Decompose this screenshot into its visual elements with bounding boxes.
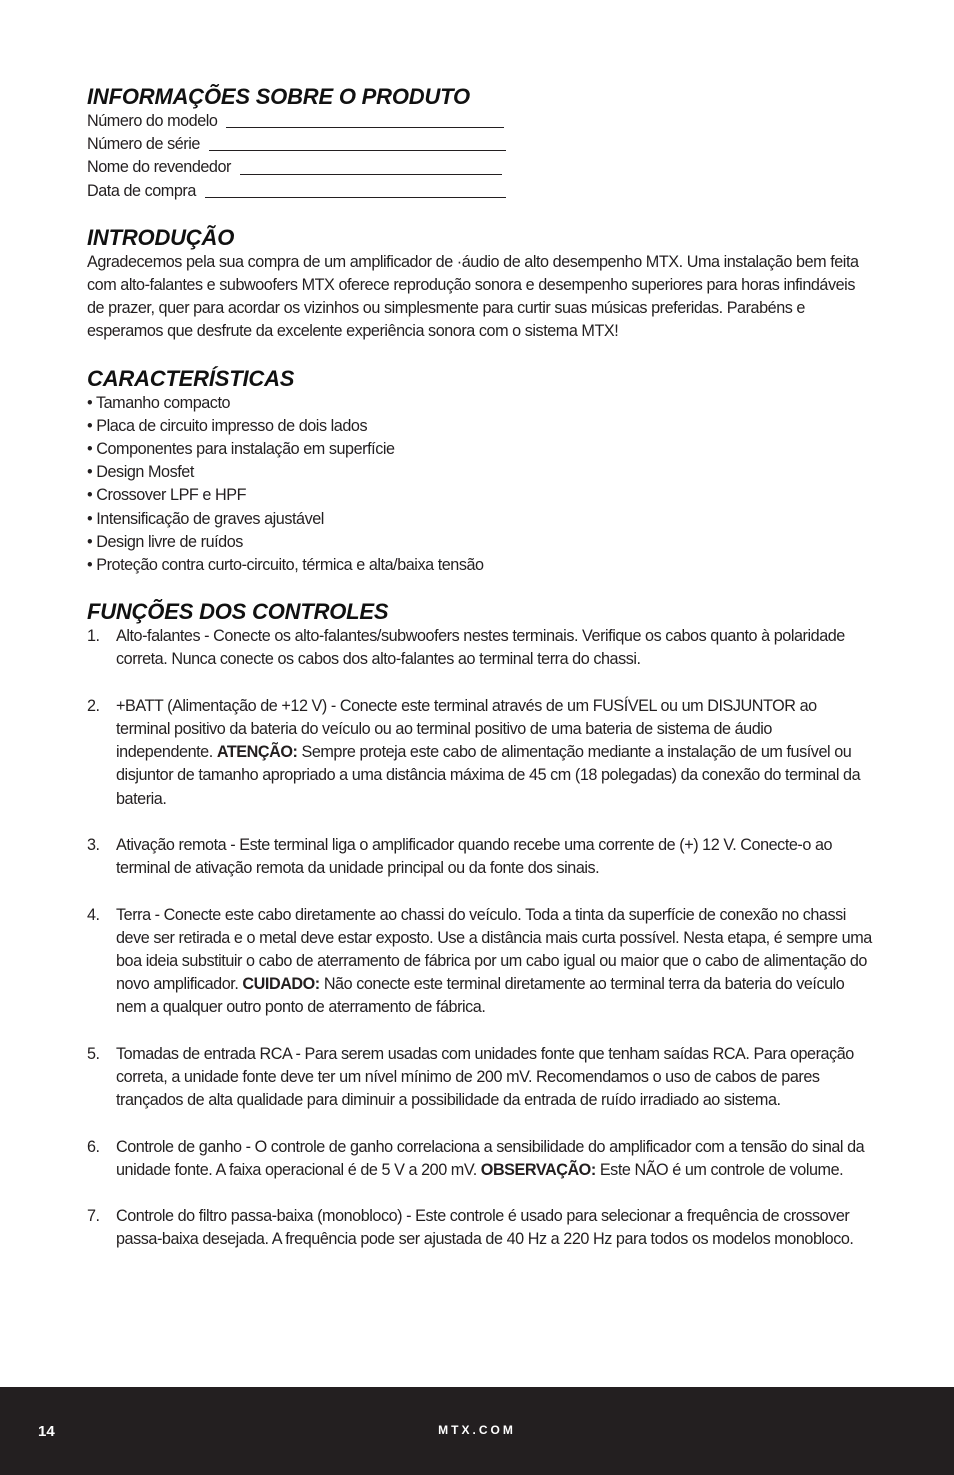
serial-number-field[interactable]	[87, 133, 872, 156]
item-text: +BATT (Alimentação de +12 V) - Conecte este terminal através de um FUSÍVEL ou um DISJUNTOR ao terminal positivo da bateria do veículo ou ao terminal positivo de uma bateria de sistema de áudio independente. ATENÇÃO: Sempre proteja este cabo de alimentação mediante a instalação de um fusível ou disjuntor de tamanho apropriado a uma distância máxima de 45 cm (18 polegadas) da conexão do terminal da bateria.	[116, 696, 861, 808]
feature-item: • Intensificação de graves ajustável	[87, 509, 324, 528]
field-line	[240, 173, 502, 175]
product-info-section	[87, 84, 872, 203]
item-text: Controle do filtro passa-baixa (monobloco) - Este controle é usado para selecionar a frequência de crossover passa-baixa desejada. A frequência pode ser ajustada de 40 Hz a 220 Hz para todos os modelos monobloco.	[116, 1207, 854, 1249]
feature-item: • Componentes para instalação em superfície	[87, 439, 395, 458]
item-text: Terra - Conecte este cabo diretamente ao chassi do veículo. Toda a tinta da superfície de conexão no chassi deve ser retirada e o metal deve estar exposto. Use a distância mais curta possível. Nesta etapa, é sempre uma boa ideia substituir o cabo de aterramento de fábrica por um cabo igual ou maior que o cabo de alimentação do novo amplificador. CUIDADO: Não conecte este terminal diretamente ao terminal terra da bateria do veículo nem a qualquer outro ponto de aterramento de fábrica.	[116, 905, 872, 1017]
item-number: 7.	[87, 1207, 100, 1226]
feature-item: • Crossover LPF e HPF	[87, 486, 247, 505]
field-line	[209, 149, 506, 151]
features-list	[87, 392, 872, 578]
item-text: Ativação remota - Este terminal liga o amplificador quando recebe uma corrente de (+) 12 V. Conecte-o ao terminal de ativação remota da unidade principal ou da fonte dos sinais.	[116, 835, 833, 878]
control-item	[87, 904, 872, 1020]
intro-paragraph: Agradecemos pela sua compra de um amplificador de ·áudio de alto desempenho MTX. Uma instalação bem feita com alto-falantes e subwoofers MTX oferece reprodução sonora e desempenho superiores para horas infindáveis de prazer, quer para acordar os vizinhos ou simplesmente para curtir suas músicas preferidas. Parabéns e esperamos que desfrute da excelente experiência sonora com o sistema MTX!	[87, 252, 859, 341]
features-heading: CARACTERÍSTICAS	[87, 365, 295, 391]
controls-list	[87, 625, 872, 1251]
item-text: Alto-falantes - Conecte os alto-falantes/subwoofers nestes terminais. Verifique os cabos quanto à polaridade correta. Nunca conecte os cabos dos alto-falantes ao terminal terra do chassi.	[116, 627, 845, 669]
website-link[interactable]: MTX.COM	[438, 1423, 516, 1437]
feature-item: • Design livre de ruídos	[87, 532, 243, 551]
controls-section	[87, 599, 872, 1251]
item-number: 4.	[87, 905, 100, 924]
control-item	[87, 1205, 872, 1251]
intro-heading: INTRODUÇÃO	[87, 224, 235, 250]
feature-item: • Placa de circuito impresso de dois lados	[87, 416, 368, 435]
intro-section	[87, 225, 872, 344]
item-number: 6.	[87, 1137, 100, 1156]
model-number-field[interactable]	[87, 110, 872, 133]
item-text: Tomadas de entrada RCA - Para serem usadas com unidades fonte que tenham saídas RCA. Para operação correta, a unidade fonte deve ter um nível mínimo de 200 mV. Recomendamos o uso de cabos de pares trançados de alta qualidade para diminuir a possibilidade da entrada de ruído irradiado ao sistema.	[116, 1044, 854, 1110]
item-number: 5.	[87, 1044, 100, 1063]
control-item	[87, 834, 872, 880]
item-number: 1.	[87, 627, 100, 646]
control-item	[87, 1043, 872, 1113]
note-label: OBSERVAÇÃO:	[480, 1160, 596, 1179]
item-text: Controle de ganho - O controle de ganho correlaciona a sensibilidade do amplificador com a tensão do sinal da unidade fonte. A faixa operacional é de 5 V a 200 mV. OBSERVAÇÃO: Este NÃO é um controle de volume.	[116, 1137, 865, 1179]
features-section	[87, 366, 872, 578]
field-label: Data de compra	[87, 181, 196, 200]
item-number: 2.	[87, 696, 100, 715]
warning-label: ATENÇÃO:	[216, 743, 298, 762]
field-label: Número do modelo	[87, 111, 218, 130]
caution-label: CUIDADO:	[242, 975, 320, 994]
control-item	[87, 1136, 872, 1182]
control-item	[87, 695, 872, 811]
control-item	[87, 625, 872, 671]
purchase-date-field[interactable]	[87, 180, 872, 203]
controls-heading: FUNÇÕES DOS CONTROLES	[87, 599, 389, 625]
field-label: Número de série	[87, 135, 200, 154]
page-content	[87, 84, 872, 1275]
item-number: 3.	[87, 835, 100, 854]
page-number: 14	[38, 1423, 55, 1440]
feature-item: • Proteção contra curto-circuito, térmica e alta/baixa tensão	[87, 555, 484, 574]
feature-item: • Design Mosfet	[87, 463, 194, 482]
field-line	[205, 196, 506, 198]
page-footer	[0, 1387, 954, 1475]
feature-item: • Tamanho compacto	[87, 393, 231, 412]
product-info-heading: INFORMAÇÕES SOBRE O PRODUTO	[87, 84, 470, 109]
field-line	[226, 126, 504, 128]
field-label: Nome do revendedor	[87, 158, 231, 177]
dealer-name-field[interactable]	[87, 156, 872, 179]
